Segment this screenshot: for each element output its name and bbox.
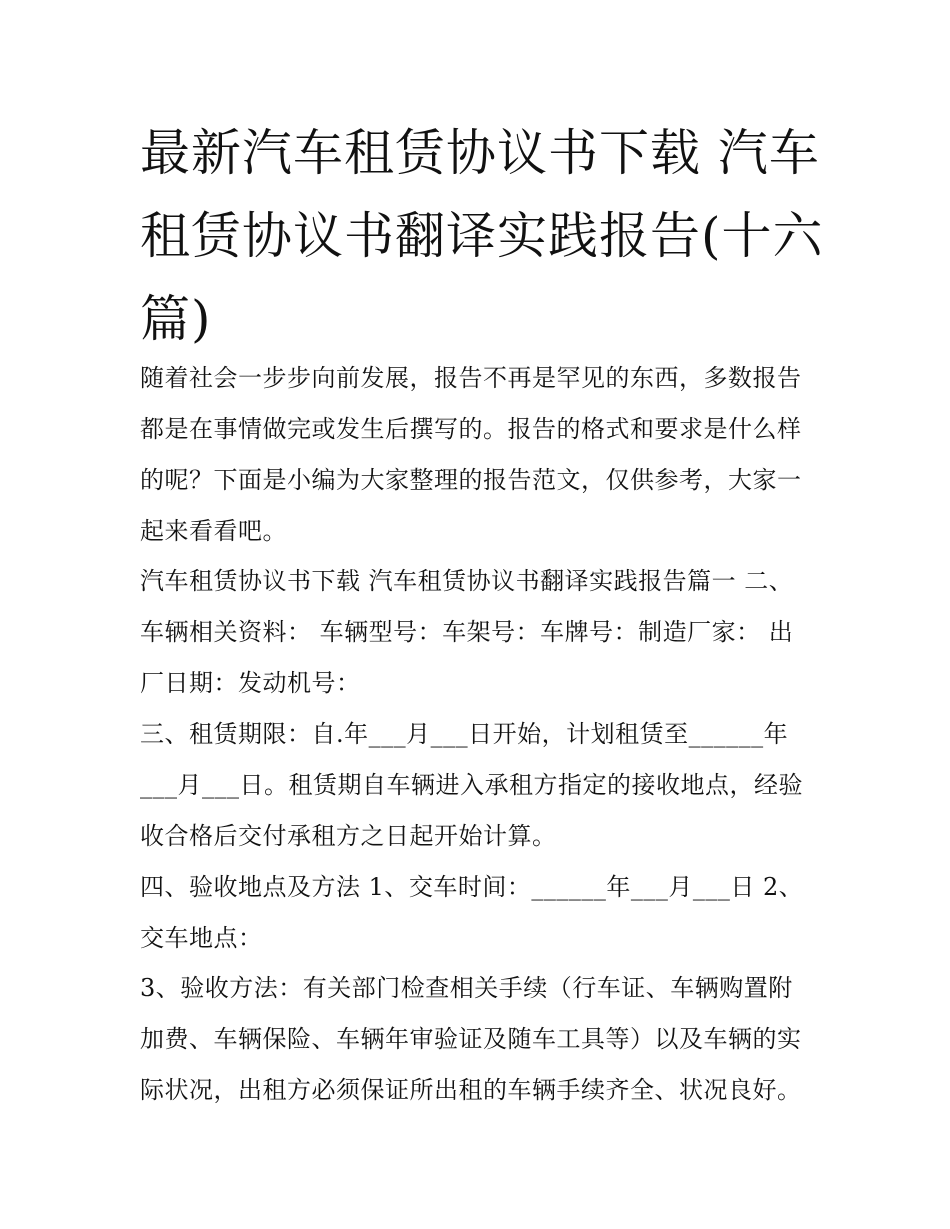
text-line: 起来看看吧。 xyxy=(140,517,287,545)
document-title xyxy=(140,112,824,361)
text-line: 加费、车辆保险、车辆年审验证及随车工具等）以及车辆的实 xyxy=(140,1025,802,1053)
vehicle-info-paragraph xyxy=(140,556,820,709)
title-line: 篇) xyxy=(140,290,212,348)
text-line: 收合格后交付承租方之日起开始计算。 xyxy=(140,822,557,850)
inspection-method-paragraph xyxy=(140,963,820,1116)
title-line: 租赁协议书翻译实践报告(十六 xyxy=(140,207,824,265)
text-line: ___月___日。租赁期自车辆进入承租方指定的接收地点，经验 xyxy=(140,771,803,799)
inspection-paragraph xyxy=(140,862,820,964)
text-line: 厂日期：发动机号： xyxy=(140,669,361,697)
text-line: 交车地点： xyxy=(140,924,263,952)
title-line: 最新汽车租赁协议书下载 汽车 xyxy=(140,124,820,182)
text-line: 都是在事情做完或发生后撰写的。报告的格式和要求是什么样 xyxy=(140,415,802,443)
intro-paragraph xyxy=(140,353,820,557)
text-line: 际状况，出租方必须保证所出租的车辆手续齐全、状况良好。 xyxy=(140,1076,802,1104)
text-line: 随着社会一步步向前发展，报告不再是罕见的东西，多数报告 xyxy=(140,364,802,392)
text-line: 四、验收地点及方法 1、交车时间：______年___月___日 2、 xyxy=(140,873,804,901)
text-line: 三、租赁期限：自.年___月___日开始，计划租赁至______年 xyxy=(140,720,789,748)
text-line: 汽车租赁协议书下载 汽车租赁协议书翻译实践报告篇一 二、 xyxy=(140,567,794,595)
text-line: 3、验收方法：有关部门检查相关手续（行车证、车辆购置附 xyxy=(140,974,793,1002)
text-line: 的呢？下面是小编为大家整理的报告范文，仅供参考，大家一 xyxy=(140,466,802,494)
lease-term-paragraph xyxy=(140,709,820,862)
text-line: 车辆相关资料： 车辆型号：车架号：车牌号：制造厂家： 出 xyxy=(140,618,794,646)
